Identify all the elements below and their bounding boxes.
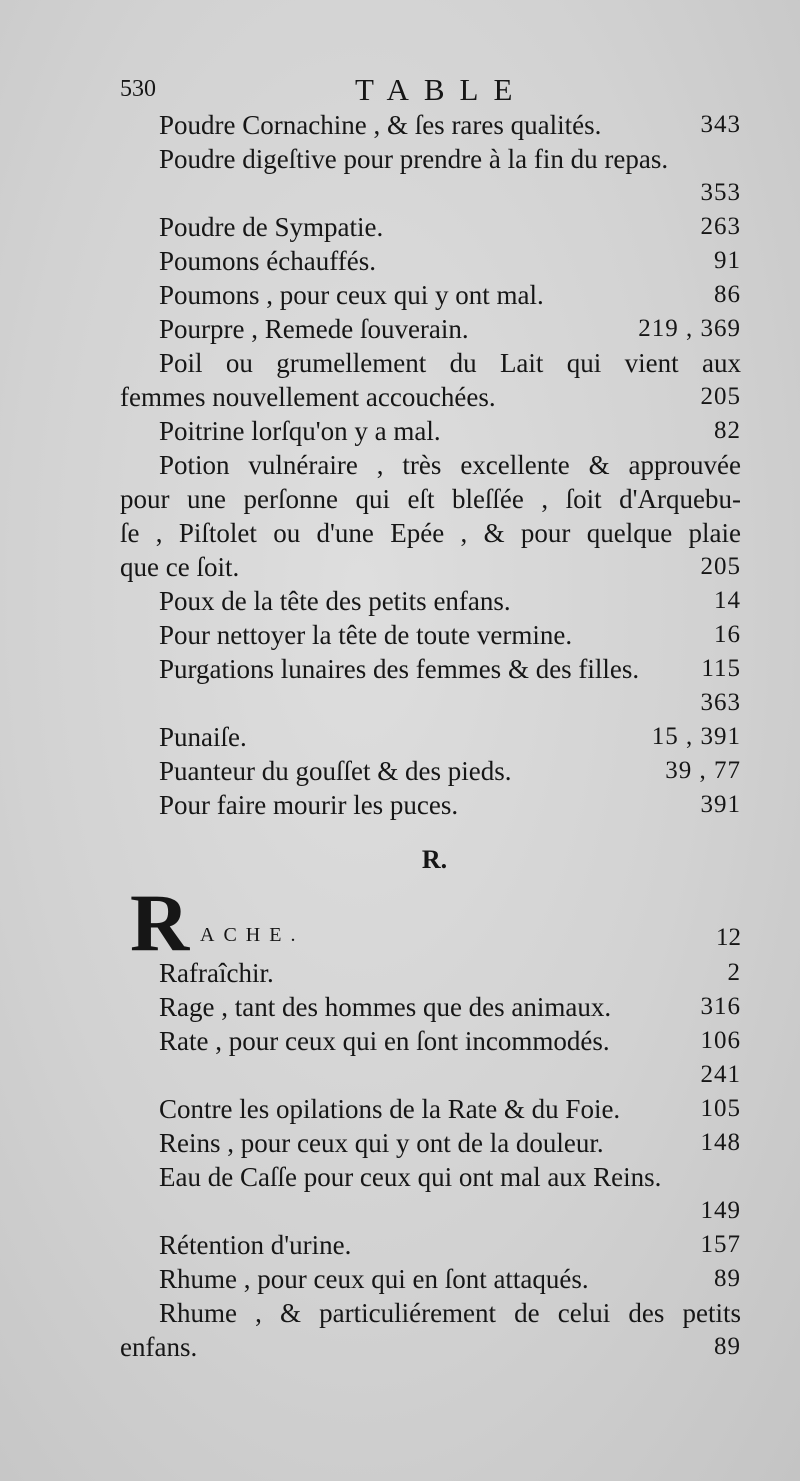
page-header	[120, 72, 740, 108]
entry-text: Reins , pour ceux qui y ont de la douleur.	[159, 1128, 604, 1158]
entry-text: Potion vulnéraire , très excellente & approuvée	[159, 450, 741, 480]
index-entry	[120, 720, 741, 754]
index-entry-continuation	[120, 176, 741, 210]
entry-text: Poux de la tête des petits enfans.	[159, 586, 511, 616]
index-entry	[120, 244, 741, 278]
entry-page-ref: 15 , 391	[651, 723, 741, 750]
entry-text: Poumons échauffés.	[159, 246, 376, 276]
index-entry	[120, 312, 741, 346]
entry-text: Rafraîchir.	[159, 958, 274, 988]
entry-text: Pour nettoyer la tête de toute vermine.	[159, 620, 573, 650]
running-title: TABLE	[355, 72, 528, 107]
entry-page-ref: 82	[714, 417, 741, 444]
index-entry-continuation	[120, 1058, 741, 1092]
entry-text: Puanteur du gouſſet & des pieds.	[159, 756, 512, 786]
entry-page-ref: 89	[714, 1265, 741, 1292]
entry-page-ref: 115	[701, 655, 741, 682]
entry-text: Rhume , pour ceux qui en ſont attaqués.	[159, 1264, 589, 1294]
index-entry-continuation	[120, 482, 741, 516]
entry-text: Rate , pour ceux qui en ſont incommodés.	[159, 1026, 610, 1056]
entry-page-ref: 353	[700, 179, 741, 206]
index-entry-continuation	[120, 550, 741, 584]
index-entry-continuation	[120, 516, 741, 550]
index-entry-continuation	[120, 686, 741, 720]
entry-page-ref: 89	[714, 1333, 741, 1360]
entry-page-ref: 219 , 369	[638, 315, 741, 342]
entry-text: Poudre Cornachine , & ſes rares qualités.	[159, 110, 602, 140]
index-entry	[120, 1262, 741, 1296]
section-heading: R.	[421, 845, 448, 874]
entry-page-ref: 12	[716, 924, 741, 951]
index-entry-dropcap	[120, 877, 741, 968]
entry-page-ref: 205	[700, 553, 741, 580]
index-entry	[120, 346, 741, 380]
entry-page-ref: 14	[714, 587, 741, 614]
entry-page-ref: 263	[700, 213, 741, 240]
index-entry	[120, 142, 741, 176]
index-entry	[120, 414, 741, 448]
entry-text: pour une perſonne qui eſt bleſſée , ſoit d'Arquebu-	[120, 484, 741, 514]
entry-page-ref: 91	[714, 247, 741, 274]
entry-text: enfans.	[120, 1332, 198, 1362]
entry-page-ref: 343	[700, 111, 741, 138]
entry-page-ref: 86	[714, 281, 741, 308]
index-entry	[120, 990, 741, 1024]
index-entry	[120, 1126, 741, 1160]
index-entry	[120, 448, 741, 482]
entry-text: que ce ſoit.	[120, 552, 240, 582]
index-entry-continuation	[120, 1194, 741, 1228]
entry-page-ref: 2	[727, 959, 741, 986]
index-entry	[120, 1228, 741, 1262]
entry-text: Poumons , pour ceux qui y ont mal.	[159, 280, 544, 310]
index-entry	[120, 1296, 741, 1330]
entry-page-ref: 149	[700, 1197, 741, 1224]
entry-text: Pour faire mourir les puces.	[159, 790, 459, 820]
entry-page-ref: 363	[700, 689, 741, 716]
index-entry	[120, 1024, 741, 1058]
entry-page-ref: 157	[700, 1231, 741, 1258]
entry-page-ref: 105	[700, 1095, 741, 1122]
entry-page-ref: 391	[700, 791, 741, 818]
page-number: 530	[120, 76, 156, 102]
index-entry	[120, 788, 741, 822]
entry-text: Punaiſe.	[159, 722, 247, 752]
index-entry	[120, 278, 741, 312]
entry-page-ref: 148	[700, 1129, 741, 1156]
index-entry	[120, 618, 741, 652]
entry-text: Poudre de Sympatie.	[159, 212, 384, 242]
index-entry	[120, 108, 741, 142]
index-entry	[120, 210, 741, 244]
entry-text: Poil ou grumellement du Lait qui vient aux	[159, 348, 741, 378]
index-entry	[120, 754, 741, 788]
index-entry	[120, 956, 741, 990]
drop-capital: R	[130, 877, 190, 968]
entry-page-ref: 39 , 77	[665, 757, 741, 784]
entry-page-ref: 316	[700, 993, 741, 1020]
entry-page-ref: 16	[714, 621, 741, 648]
entry-text: Eau de Caſſe pour ceux qui ont mal aux Reins.	[159, 1162, 662, 1192]
entry-page-ref: 106	[700, 1027, 741, 1054]
entry-text: femmes nouvellement accouchées.	[120, 382, 496, 412]
entry-page-ref: 205	[700, 383, 741, 410]
index-entry	[120, 1160, 741, 1194]
index-entry	[120, 1092, 741, 1126]
index-entry-continuation	[120, 380, 741, 414]
entry-text: Rétention d'urine.	[159, 1230, 352, 1260]
entry-text: Rage , tant des hommes que des animaux.	[159, 992, 612, 1022]
entry-text: Rhume , & particuliérement de celui des petits	[159, 1298, 741, 1328]
dropcap-word-rest: ACHE.	[200, 924, 305, 946]
entry-text: Poitrine lorſqu'on y a mal.	[159, 416, 441, 446]
index-entry	[120, 652, 741, 686]
index-entry-continuation	[120, 1330, 741, 1364]
entry-text: Contre les opilations de la Rate & du Foie.	[159, 1094, 621, 1124]
entry-text: ſe , Piſtolet ou d'une Epée , & pour quelque plaie	[120, 518, 741, 548]
index-entry	[120, 584, 741, 618]
entry-page-ref: 241	[700, 1061, 741, 1088]
entry-text: Purgations lunaires des femmes & des filles.	[159, 654, 640, 684]
entry-text: Poudre digeſtive pour prendre à la fin du repas.	[159, 144, 669, 174]
entry-text: Pourpre , Remede ſouverain.	[159, 314, 469, 344]
index-entries	[120, 108, 741, 1364]
